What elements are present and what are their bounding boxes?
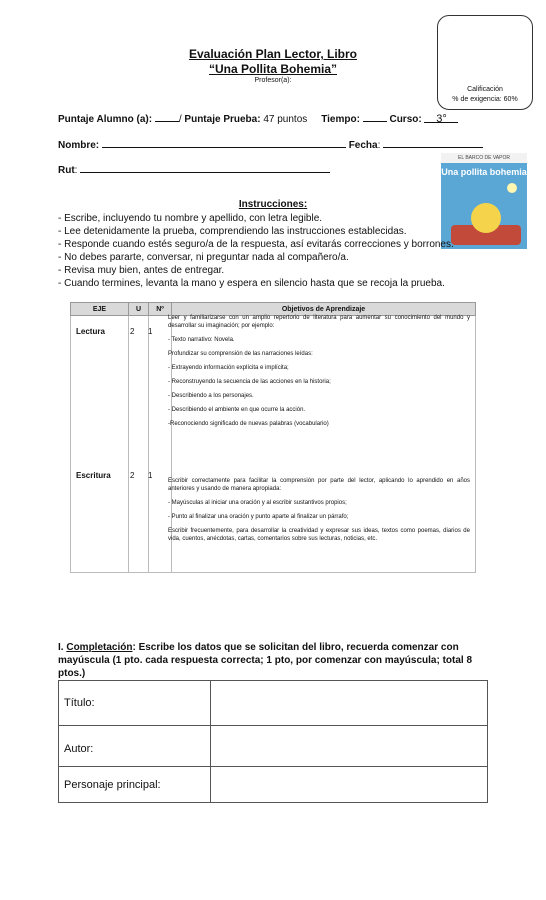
test-score-label: Puntaje Prueba: bbox=[184, 114, 261, 125]
instruction-item: - Escribe, incluyendo tu nombre y apellido, con letra legible. bbox=[58, 213, 323, 224]
objective-text: - Extrayendo información explícita e implícita; bbox=[168, 365, 289, 371]
date-blank[interactable] bbox=[383, 138, 483, 148]
book-series: EL BARCO DE VAPOR bbox=[441, 153, 527, 163]
main-character-answer-cell[interactable] bbox=[211, 767, 488, 803]
number-lectura: 1 bbox=[148, 327, 153, 336]
objective-text: Escribir frecuentemente, para desarrollar la creatividad y expresar sus ideas, textos como poemas, diarios de vida, cuentos, anécdotas, cartas, comentarios sobre sus lecturas, noticias, etc. bbox=[168, 528, 470, 542]
name-label: Nombre: bbox=[58, 140, 100, 151]
course-value[interactable]: 3° bbox=[424, 113, 458, 123]
header-u: U bbox=[129, 303, 149, 316]
rut-blank[interactable] bbox=[80, 163, 330, 173]
section-instructions: : Escribe los datos que se solicitan del libro, recuerda comenzar con mayúscula (1 pto. cada respuesta correcta; 1 pto, por comenzar con mayúscula; total 8 ptos.) bbox=[58, 642, 473, 679]
section-completacion bbox=[58, 641, 498, 680]
instruction-item: - Lee detenidamente la prueba, comprendiendo las instrucciones establecidas. bbox=[58, 226, 407, 237]
moon-icon bbox=[507, 183, 517, 193]
main-character-label: Personaje principal: bbox=[59, 767, 211, 803]
objective-text: - Punto al finalizar una oración y punto aparte al finalizar un párrafo; bbox=[168, 514, 349, 520]
objectives-escritura bbox=[168, 477, 470, 549]
objectives-lectura bbox=[168, 314, 470, 434]
objective-text: - Describiendo el ambiente en que ocurre la acción. bbox=[168, 407, 306, 413]
title-answer-cell[interactable] bbox=[211, 681, 488, 726]
name-line: Nombre: Fecha: bbox=[58, 138, 483, 151]
instruction-item: - Cuando termines, levanta la mano y espera en silencio hasta que se recoja la prueba. bbox=[58, 278, 445, 289]
name-blank[interactable] bbox=[102, 138, 346, 148]
score-line: Puntaje Alumno (a): / Puntaje Prueba: 47 puntos Tiempo: Curso: 3° bbox=[58, 112, 458, 125]
time-blank[interactable] bbox=[363, 112, 387, 122]
grade-box bbox=[437, 15, 533, 110]
grade-requirement: % de exigencia: 60% bbox=[452, 96, 518, 103]
instruction-item: - No debes pararte, conversar, ni preguntar nada al compañero/a. bbox=[58, 252, 349, 263]
objective-text: - Texto narrativo: Novela. bbox=[168, 337, 235, 343]
eje-lectura: Lectura bbox=[76, 327, 105, 336]
test-score-value: 47 puntos bbox=[263, 114, 308, 125]
objective-text: Leer y familiarizarse con un amplio repertorio de literatura para aumentar su conocimiento del mundo y desarrollar su imaginación; por ejemplo: bbox=[168, 315, 470, 329]
student-score-label: Puntaje Alumno (a): bbox=[58, 114, 153, 125]
time-label: Tiempo: bbox=[321, 114, 360, 125]
teacher-label: Profesor(a): bbox=[254, 77, 292, 84]
objective-text: - Mayúsculas al iniciar una oración y al escribir sustantivos propios; bbox=[168, 500, 347, 506]
objective-text: Escribir correctamente para facilitar la comprensión por parte del lector, aplicando lo aprendido en años anteriores y usando de manera apropiada: bbox=[168, 478, 470, 492]
author-answer-cell[interactable] bbox=[211, 726, 488, 767]
objective-text: - Describiendo a los personajes. bbox=[168, 393, 254, 399]
unit-escritura: 2 bbox=[130, 471, 135, 480]
title-label: Título: bbox=[59, 681, 211, 726]
header-n: Nº bbox=[149, 303, 172, 316]
date-label: Fecha bbox=[348, 140, 378, 151]
rut-label: Rut bbox=[58, 165, 75, 176]
course-label: Curso: bbox=[389, 114, 422, 125]
header-eje: EJE bbox=[71, 303, 129, 316]
book-title: “Una Pollita Bohemia” bbox=[208, 62, 338, 76]
objective-text: -Reconociendo significado de nuevas palabras (vocabulario) bbox=[168, 421, 329, 427]
eje-escritura: Escritura bbox=[76, 471, 111, 480]
section-numeral: I. bbox=[58, 642, 64, 653]
instructions-list bbox=[58, 212, 454, 290]
grade-label: Calificación bbox=[467, 86, 503, 93]
document-title: Evaluación Plan Lector, Libro bbox=[188, 47, 358, 61]
instruction-item: - Revisa muy bien, antes de entregar. bbox=[58, 265, 225, 276]
instruction-item: - Responde cuando estés seguro/a de la respuesta, así evitarás correcciones y borrones. bbox=[58, 239, 454, 250]
instructions-title: Instrucciones: bbox=[238, 199, 308, 210]
header-objectives: Objetivos de Aprendizaje bbox=[172, 303, 476, 316]
unit-lectura: 2 bbox=[130, 327, 135, 336]
objective-text: - Reconstruyendo la secuencia de las acciones en la historia; bbox=[168, 379, 331, 385]
author-label: Autor: bbox=[59, 726, 211, 767]
completion-table bbox=[58, 680, 488, 803]
objective-text: Profundizar su comprensión de las narraciones leídas: bbox=[168, 351, 313, 357]
rut-line: Rut: bbox=[58, 163, 330, 176]
section-title: Completación bbox=[66, 642, 133, 653]
number-escritura: 1 bbox=[148, 471, 153, 480]
student-score-blank[interactable] bbox=[155, 112, 179, 122]
book-cover-title: Una pollita bohemia bbox=[441, 167, 527, 177]
